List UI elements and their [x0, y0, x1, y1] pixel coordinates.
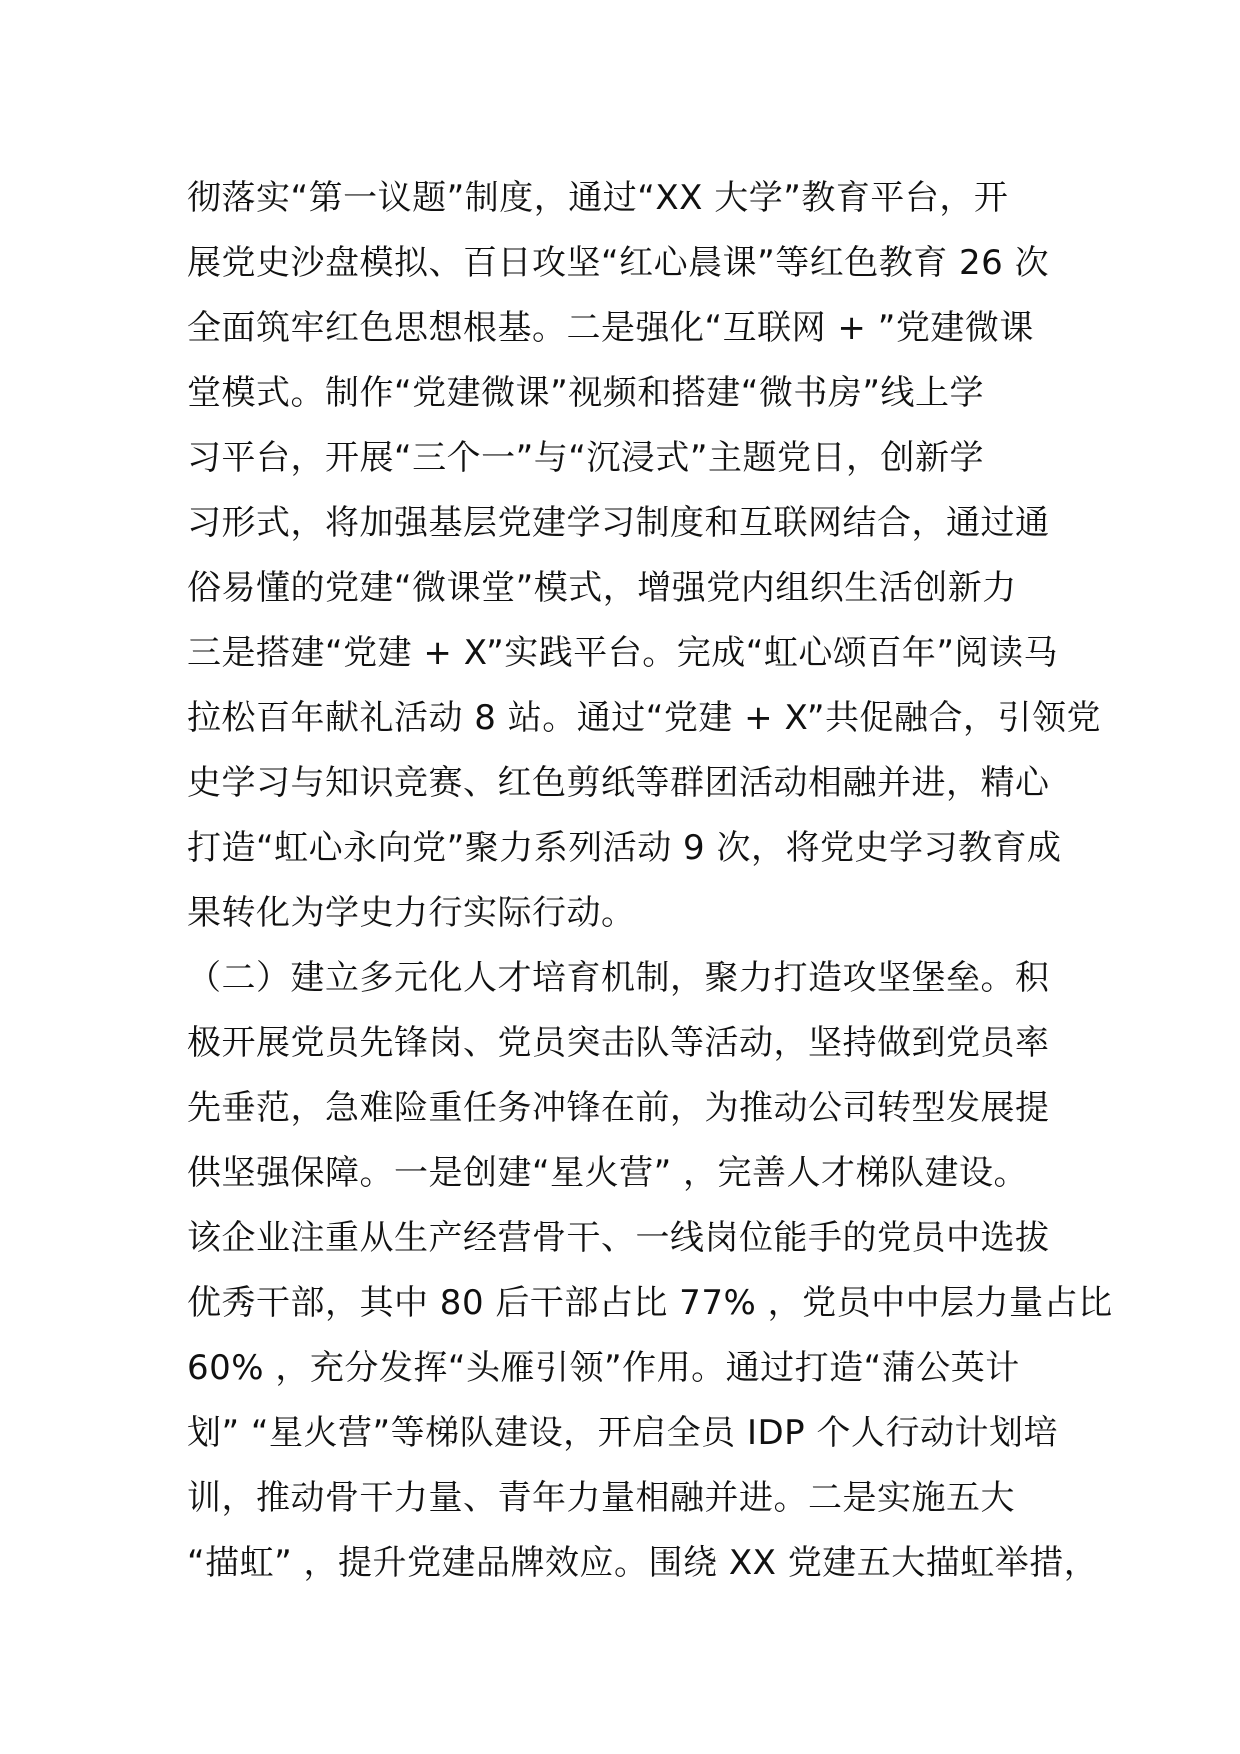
- text-line-8: 三是搭建“党建 + X”实践平台。完成“虹心颂百年”阅读马: [187, 633, 1058, 673]
- text-line-4: 堂模式。制作“党建微课”视频和搭建“微书房”线上学: [187, 373, 984, 413]
- text-line-9: 拉松百年献礼活动 8 站。通过“党建 + X”共促融合，引领党: [187, 698, 1101, 738]
- text-line-16: 供坚强保障。一是创建“星火营” ，完善人才梯队建设。: [187, 1153, 1029, 1193]
- text-line-22: “描虹” ，提升党建品牌效应。围绕 XX 党建五大描虹举措，: [187, 1543, 1099, 1583]
- text-line-11: 打造“虹心永向党”聚力系列活动 9 次，将党史学习教育成: [187, 828, 1062, 868]
- text-line-19: 60% ，充分发挥“头雁引领”作用。通过打造“蒲公英计: [187, 1348, 1020, 1388]
- text-line-3: 全面筑牢红色思想根基。二是强化“互联网 + ”党建微课: [187, 308, 1034, 348]
- text-line-7: 俗易懂的党建“微课堂”模式，增强党内组织生活创新力: [187, 568, 1017, 608]
- text-line-17: 该企业注重从生产经营骨干、一线岗位能手的党员中选拔: [187, 1218, 1050, 1258]
- text-line-5: 习平台，开展“三个一”与“沉浸式”主题党日，创新学: [187, 438, 984, 478]
- text-line-21: 训，推动骨干力量、青年力量相融并进。二是实施五大: [187, 1478, 1015, 1518]
- text-line-20: 划” “星火营”等梯队建设，开启全员 IDP 个人行动计划培: [187, 1413, 1058, 1453]
- body-text: [187, 166, 1113, 1596]
- text-line-18: 优秀干部，其中 80 后干部占比 77% ，党员中中层力量占比: [187, 1283, 1113, 1323]
- section-heading-line: （二）建立多元化人才培育机制，聚力打造攻坚堡垒。积: [187, 958, 1050, 998]
- text-line-2: 展党史沙盘模拟、百日攻坚“红心晨课”等红色教育 26 次: [187, 243, 1050, 283]
- text-line-15: 先垂范，急难险重任务冲锋在前，为推动公司转型发展提: [187, 1088, 1050, 1128]
- text-line-6: 习形式，将加强基层党建学习制度和互联网结合，通过通: [187, 503, 1050, 543]
- text-line-10: 史学习与知识竞赛、红色剪纸等群团活动相融并进，精心: [187, 763, 1050, 803]
- text-line-12: 果转化为学史力行实际行动。: [187, 893, 636, 933]
- text-line-1: 彻落实“第一议题”制度，通过“XX 大学”教育平台，开: [187, 178, 1009, 218]
- text-line-14: 极开展党员先锋岗、党员突击队等活动，坚持做到党员率: [187, 1023, 1050, 1063]
